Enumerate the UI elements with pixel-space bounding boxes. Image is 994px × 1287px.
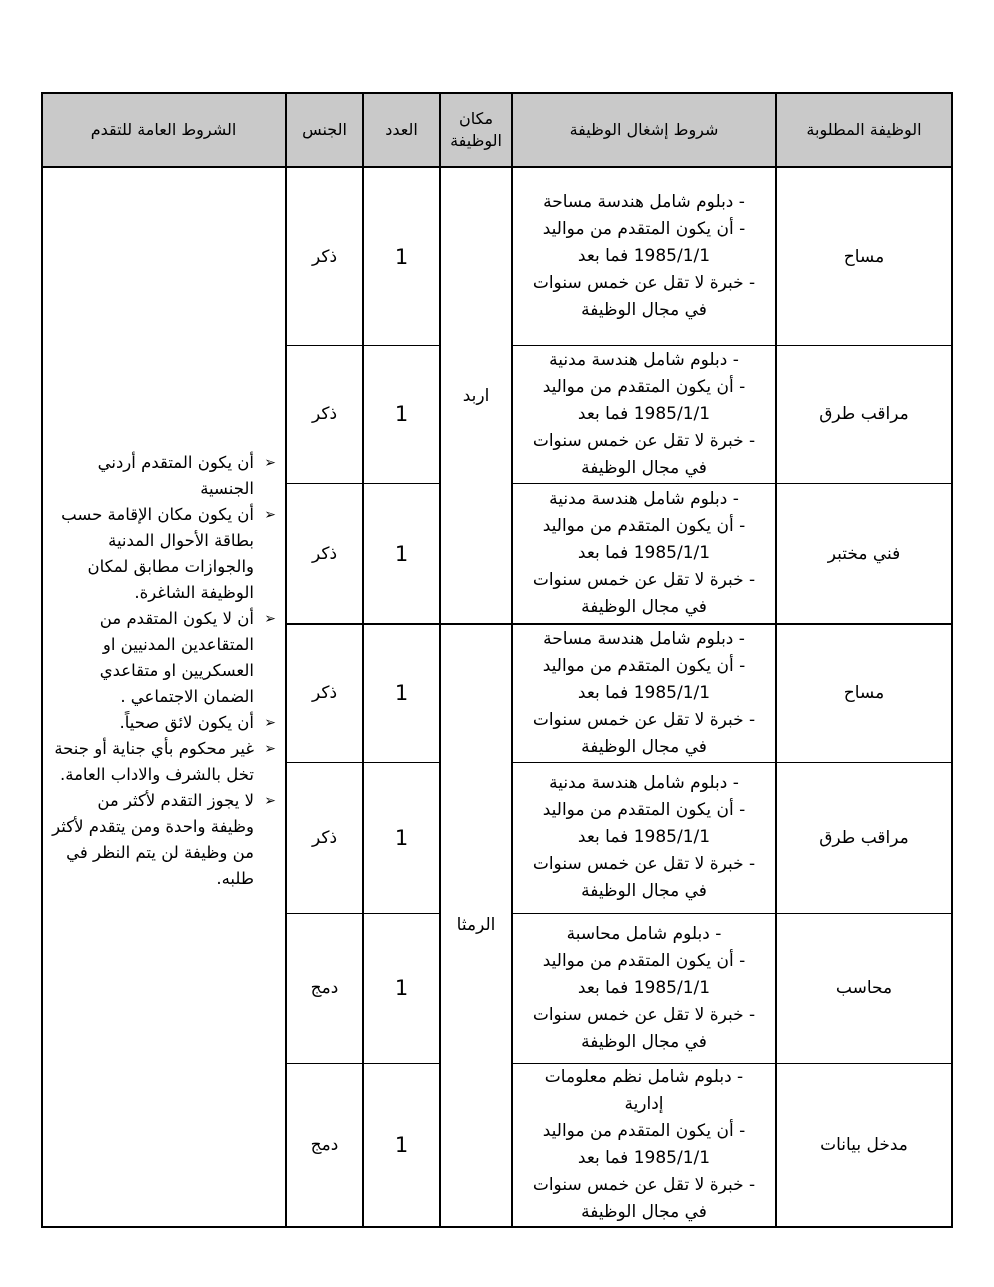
row-divider xyxy=(286,1063,440,1064)
gender-value: دمج xyxy=(310,978,339,998)
col-divider xyxy=(439,92,441,1228)
job-title: مراقب طرق xyxy=(819,404,909,424)
row-divider xyxy=(512,345,952,346)
job-conditions-text xyxy=(533,486,755,621)
header-conditions xyxy=(512,93,776,167)
arrow-bullet-icon: ➢ xyxy=(264,507,276,523)
condition-line: 1985/1/1 فما بعد xyxy=(577,543,711,563)
condition-line: 1985/1/1 فما بعد xyxy=(577,246,711,266)
location-cell-ramtha xyxy=(440,624,512,1226)
row-divider xyxy=(286,483,440,484)
table-border-left xyxy=(41,92,43,1228)
table-border-right xyxy=(951,92,953,1228)
gender-cell xyxy=(286,483,363,624)
location-cell-irbid xyxy=(440,168,512,623)
job-conditions-cell xyxy=(512,345,776,483)
table-border-top xyxy=(41,92,953,94)
arrow-bullet-icon: ➢ xyxy=(264,715,276,731)
condition-line: - خبرة لا تقل عن خمس سنوات xyxy=(532,709,756,730)
count-cell xyxy=(363,483,440,624)
count-cell xyxy=(363,345,440,483)
header-location xyxy=(440,93,512,167)
col-divider xyxy=(362,92,364,1228)
condition-line: - خبرة لا تقل عن خمس سنوات xyxy=(532,854,756,874)
condition-line: - دبلوم شامل هندسة مدنية xyxy=(549,349,739,370)
condition-line: 1985/1/1 فما بعد xyxy=(577,1147,711,1168)
gender-value: ذكر xyxy=(311,404,338,424)
job-title-cell xyxy=(776,762,952,913)
gender-cell xyxy=(286,345,363,483)
condition-line: - دبلوم شامل محاسبة xyxy=(566,923,722,944)
condition-line: - أن يكون المتقدم من مواليد xyxy=(542,516,746,536)
general-conditions-list xyxy=(52,450,276,892)
condition-line: - أن يكون المتقدم من مواليد xyxy=(542,950,746,971)
gender-value: ذكر xyxy=(311,543,338,564)
job-title: محاسب xyxy=(835,978,893,998)
job-title: مساح xyxy=(843,246,885,267)
job-conditions-cell xyxy=(512,762,776,913)
condition-line: - خبرة لا تقل عن خمس سنوات xyxy=(532,570,756,590)
general-condition-item xyxy=(52,710,276,736)
condition-line: - خبرة لا تقل عن خمس سنوات xyxy=(532,1004,756,1025)
gender-value: ذكر xyxy=(311,246,338,267)
general-condition-item xyxy=(52,606,276,710)
general-condition-text: أن يكون المتقدم أردني الجنسية xyxy=(97,453,254,498)
condition-line: - أن يكون المتقدم من مواليد xyxy=(542,800,746,820)
header-job-label: الوظيفة المطلوبة xyxy=(806,120,922,139)
job-title-cell xyxy=(776,1063,952,1226)
job-conditions-cell xyxy=(512,483,776,624)
condition-line: في مجال الوظيفة xyxy=(581,597,707,617)
job-title: مساح xyxy=(843,683,885,703)
count-cell xyxy=(363,913,440,1063)
header-count xyxy=(363,93,440,167)
header-count-label: العدد xyxy=(385,120,418,139)
condition-line: 1985/1/1 فما بعد xyxy=(577,682,711,703)
job-title: مراقب طرق xyxy=(819,827,909,848)
row-divider xyxy=(512,1063,952,1064)
general-conditions-cell xyxy=(52,450,276,930)
gender-cell xyxy=(286,1063,363,1226)
count-value: 1 xyxy=(394,1132,409,1157)
general-condition-text: أن لا يكون المتقدم من المتقاعدين المدنيين او العسكريين او متقاعدي الضمان الاجتماعي . xyxy=(99,609,254,706)
general-condition-text: لا يجوز التقدم لأكثر من وظيفة واحدة ومن يتقدم لأكثر من وظيفة لن يتم النظر في طلبه. xyxy=(52,791,254,888)
row-divider xyxy=(286,345,440,346)
arrow-bullet-icon: ➢ xyxy=(264,611,276,627)
condition-line: - دبلوم شامل نظم معلومات xyxy=(544,1066,744,1087)
count-cell xyxy=(363,168,440,345)
job-title-cell xyxy=(776,483,952,624)
count-value: 1 xyxy=(394,825,409,850)
job-title-cell xyxy=(776,345,952,483)
job-conditions-text xyxy=(533,921,755,1056)
col-divider xyxy=(511,92,513,1228)
gender-cell xyxy=(286,624,363,762)
condition-line: في مجال الوظيفة xyxy=(581,1201,707,1222)
job-conditions-cell xyxy=(512,624,776,762)
row-divider xyxy=(512,913,952,914)
count-value: 1 xyxy=(394,681,409,705)
location-label: الرمثا xyxy=(456,915,496,935)
job-title: مدخل بيانات xyxy=(820,1134,908,1155)
job-title-cell xyxy=(776,168,952,345)
condition-line: - خبرة لا تقل عن خمس سنوات xyxy=(532,1174,756,1195)
gender-cell xyxy=(286,913,363,1063)
condition-line: - أن يكون المتقدم من مواليد xyxy=(542,219,746,239)
condition-line: - دبلوم شامل هندسة مساحة xyxy=(543,192,745,212)
count-value: 1 xyxy=(394,402,409,426)
general-condition-item xyxy=(52,502,276,606)
job-title-cell xyxy=(776,913,952,1063)
job-conditions-text xyxy=(533,347,755,482)
condition-line: 1985/1/1 فما بعد xyxy=(577,977,711,998)
header-conditions-label: شروط إشغال الوظيفة xyxy=(569,120,719,139)
header-job xyxy=(776,93,952,167)
condition-line: في مجال الوظيفة xyxy=(581,457,707,478)
arrow-bullet-icon: ➢ xyxy=(264,741,276,757)
header-divider xyxy=(41,166,953,168)
condition-line: 1985/1/1 فما بعد xyxy=(577,827,711,847)
col-divider xyxy=(285,92,287,1228)
condition-line: - دبلوم شامل هندسة مدنية xyxy=(549,489,739,509)
condition-line: - دبلوم شامل هندسة مساحة xyxy=(543,628,745,649)
location-label: اربد xyxy=(462,385,490,406)
row-divider xyxy=(512,483,952,484)
condition-line: في مجال الوظيفة xyxy=(581,736,707,757)
count-value: 1 xyxy=(394,244,409,269)
job-conditions-cell xyxy=(512,168,776,345)
condition-line: - دبلوم شامل هندسة مدنية xyxy=(549,773,739,793)
general-condition-text: أن يكون مكان الإقامة حسب بطاقة الأحوال المدنية والجوازات مطابق لمكان الوظيفة الشاغرة. xyxy=(61,505,254,602)
row-divider xyxy=(286,913,440,914)
count-value: 1 xyxy=(394,541,409,566)
job-conditions-text xyxy=(533,770,755,905)
condition-line: - خبرة لا تقل عن خمس سنوات xyxy=(532,273,756,293)
arrow-bullet-icon: ➢ xyxy=(264,455,276,471)
count-cell xyxy=(363,762,440,913)
condition-line: - أن يكون المتقدم من مواليد xyxy=(542,1120,746,1141)
arrow-bullet-icon: ➢ xyxy=(264,793,276,809)
gender-value: ذكر xyxy=(311,683,338,703)
general-condition-text: أن يكون لائق صحياً. xyxy=(119,713,254,732)
general-condition-text: غير محكوم بأي جناية أو جنحة تخل بالشرف والاداب العامة. xyxy=(54,739,254,784)
header-gender xyxy=(286,93,363,167)
job-title: فني مختبر xyxy=(827,543,901,564)
row-divider xyxy=(512,762,952,763)
count-cell xyxy=(363,624,440,762)
job-title-cell xyxy=(776,624,952,762)
job-conditions-text xyxy=(533,626,755,761)
row-divider xyxy=(286,762,440,763)
general-condition-item xyxy=(52,736,276,788)
count-value: 1 xyxy=(394,976,409,1000)
condition-line: إدارية xyxy=(624,1093,664,1114)
condition-line: في مجال الوظيفة xyxy=(581,300,707,320)
condition-line: - أن يكون المتقدم من مواليد xyxy=(542,376,746,397)
job-conditions-cell xyxy=(512,913,776,1063)
header-general-label: الشروط العامة للتقدم xyxy=(90,120,237,139)
condition-line: - أن يكون المتقدم من مواليد xyxy=(542,655,746,676)
condition-line: في مجال الوظيفة xyxy=(581,881,707,901)
job-conditions-text xyxy=(533,189,755,324)
table-border-bottom xyxy=(41,1226,953,1228)
condition-line: - خبرة لا تقل عن خمس سنوات xyxy=(532,430,756,451)
condition-line: 1985/1/1 فما بعد xyxy=(577,403,711,424)
header-location-label: مكان الوظيفة xyxy=(450,109,502,150)
general-condition-item xyxy=(52,788,276,892)
job-conditions-cell xyxy=(512,1063,776,1226)
header-gender-label: الجنس xyxy=(302,120,347,139)
gender-value: دمج xyxy=(310,1134,339,1155)
job-conditions-text xyxy=(533,1064,755,1226)
gender-cell xyxy=(286,168,363,345)
gender-value: ذكر xyxy=(311,827,338,848)
gender-cell xyxy=(286,762,363,913)
row-divider xyxy=(286,623,952,625)
general-condition-item xyxy=(52,450,276,502)
count-cell xyxy=(363,1063,440,1226)
col-divider xyxy=(775,92,777,1228)
header-general xyxy=(41,93,286,167)
condition-line: في مجال الوظيفة xyxy=(581,1031,707,1052)
